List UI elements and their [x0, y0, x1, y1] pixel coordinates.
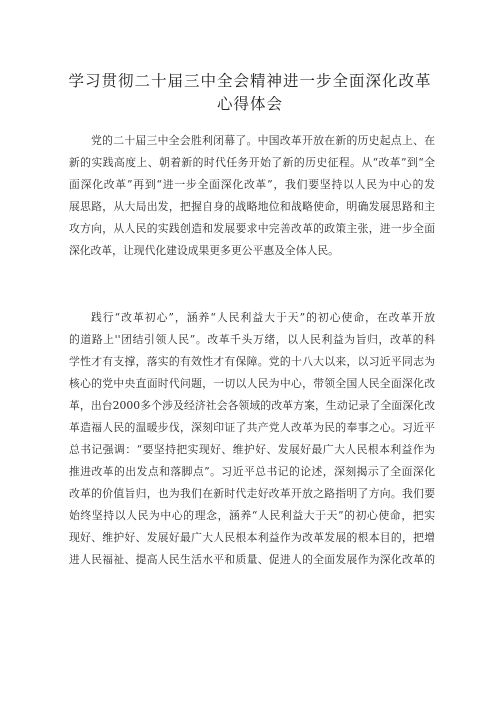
paragraph-line: 总书记强调：“要坚持把实现好、维护好、发展好最广大人民根本利益作为: [69, 443, 435, 456]
paragraph-line: 面深化改革”再到“进一步全面深化改革”，我们要坚持以人民为中心的发: [69, 178, 435, 191]
paragraph-line: 推进改革的出发点和落脚点”。习近平总书记的论述，深刻揭示了全面深化: [69, 465, 435, 478]
document-title-line-2: 心得体会: [216, 95, 283, 113]
paragraph-line: 核心的党中央直面时代问题，一切以人民为中心，带领全国人民全面深化改: [69, 377, 435, 390]
paragraph-line: 革造福人民的温暖步伐，深刻印证了共产党人改革为民的奉事之心。习近平: [69, 421, 435, 434]
paragraph-line: 的道路上''团结引领人民”。改革千头万绪，以人民利益为旨归，改革的科: [69, 333, 435, 346]
paragraph-line: 深化改革，让现代化建设成果更多更公平惠及全体人民。: [69, 244, 339, 257]
paragraph-line: 攻方向，从人民的实践创造和发展要求中完善改革的政策主张，进一步全面: [69, 222, 435, 235]
document-title-line-1: 学习贯彻二十届三中全会精神进一步全面深化改革: [68, 72, 432, 90]
paragraph-line: 始终坚持以人民为中心的理念，涵养“人民利益大于天”的初心使命，把实: [69, 509, 435, 522]
paragraph-line: 党的二十届三中全会胜利闭幕了。中国改革开放在新的历史起点上、在: [91, 134, 435, 147]
paragraph-line: 革，出台2000多个涉及经济社会各领域的改革方案，生动记录了全面深化改: [69, 399, 435, 412]
paragraph-2: [69, 307, 435, 571]
paragraph-line: 新的实践高度上、朝着新的时代任务开始了新的历史征程。从“改革”到“全: [69, 156, 435, 169]
paragraph-line: 展思路，从大局出发，把握自身的战略地位和战略使命，明确发展思路和主: [69, 200, 435, 213]
paragraph-1: [69, 130, 435, 262]
paragraph-line: 现好、维护好、发展好最广大人民根本利益作为改革发展的根本目的，把增: [69, 531, 435, 544]
paragraph-line: 学性才有支撑，落实的有效性才有保障。党的十八大以来，以习近平同志为: [69, 355, 435, 368]
paragraph-line: 践行“改革初心”，涵养“人民利益大于天”的初心使命，在改革开放: [91, 311, 435, 324]
paragraph-line: 进人民福祉、提高人民生活水平和质量、促进人的全面发展作为深化改革的: [69, 553, 435, 566]
paragraph-line: 改革的价值旨归，也为我们在新时代走好改革开放之路指明了方向。我们要: [69, 487, 435, 500]
